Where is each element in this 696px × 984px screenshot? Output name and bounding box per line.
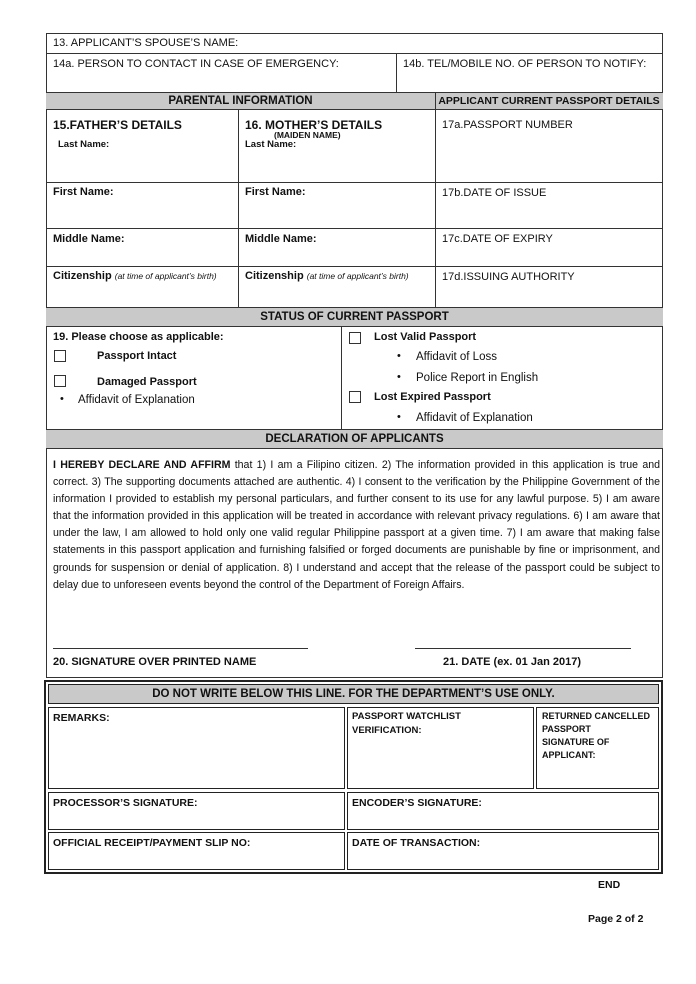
- mother-maiden-name-note: (MAIDEN NAME): [274, 130, 341, 140]
- affidavit-of-loss-label: Affidavit of Loss: [416, 351, 497, 363]
- signature-line[interactable]: [53, 648, 308, 649]
- end-marker: END: [598, 879, 621, 891]
- father-first-name-label: First Name:: [53, 186, 114, 198]
- date-label: 21. DATE (ex. 01 Jan 2017): [443, 656, 581, 668]
- passport-expiry-date-label: 17c.DATE OF EXPIRY: [442, 233, 553, 245]
- parental-info-header: PARENTAL INFORMATION: [46, 92, 435, 110]
- encoder-signature-label: ENCODER’S SIGNATURE:: [352, 797, 482, 809]
- father-last-name-label: Last Name:: [58, 139, 110, 150]
- passport-issuing-authority-label: 17d.ISSUING AUTHORITY: [442, 271, 575, 283]
- returned-label-3: SIGNATURE OF: [542, 737, 610, 747]
- passport-intact-label: Passport Intact: [97, 350, 177, 362]
- lost-expired-passport-checkbox[interactable]: [349, 391, 361, 403]
- passport-status-header: STATUS OF CURRENT PASSPORT: [46, 307, 663, 327]
- date-line[interactable]: [415, 648, 631, 649]
- transaction-date-label: DATE OF TRANSACTION:: [352, 837, 481, 849]
- spouse-name-label: 13. APPLICANT’S SPOUSE’S NAME:: [53, 37, 239, 49]
- bullet-icon: •: [397, 411, 401, 423]
- watchlist-label-1: PASSPORT WATCHLIST: [352, 711, 461, 722]
- father-middle-name-label: Middle Name:: [53, 233, 125, 245]
- status-prompt: 19. Please choose as applicable:: [53, 331, 224, 343]
- damaged-passport-label: Damaged Passport: [97, 376, 197, 388]
- passport-intact-checkbox[interactable]: [54, 350, 66, 362]
- returned-label-1: RETURNED CANCELLED: [542, 711, 650, 721]
- receipt-label: OFFICIAL RECEIPT/PAYMENT SLIP NO:: [53, 837, 251, 849]
- father-citizenship-label: Citizenship (at time of applicant’s birth): [53, 270, 217, 282]
- lost-valid-passport-label: Lost Valid Passport: [374, 331, 477, 343]
- department-use-header: DO NOT WRITE BELOW THIS LINE. FOR THE DEPARTMENT’S USE ONLY.: [48, 684, 659, 704]
- lost-expired-affidavit-label: Affidavit of Explanation: [416, 412, 533, 424]
- declaration-header: DECLARATION OF APPLICANTS: [46, 429, 663, 449]
- mother-first-name-label: First Name:: [245, 186, 306, 198]
- father-details-title: 15.FATHER’S DETAILS: [53, 118, 182, 132]
- bullet-icon: •: [397, 350, 401, 362]
- returned-label-4: APPLICANT:: [542, 750, 596, 760]
- bullet-icon: •: [397, 371, 401, 383]
- mother-middle-name-label: Middle Name:: [245, 233, 317, 245]
- page-number: Page 2 of 2: [588, 913, 644, 925]
- returned-label-2: PASSPORT: [542, 724, 591, 734]
- police-report-label: Police Report in English: [416, 372, 539, 384]
- passport-number-label: 17a.PASSPORT NUMBER: [442, 119, 573, 131]
- lost-expired-passport-label: Lost Expired Passport: [374, 391, 491, 403]
- passport-details-header: APPLICANT CURRENT PASSPORT DETAILS: [435, 92, 663, 110]
- damaged-passport-checkbox[interactable]: [54, 375, 66, 387]
- mother-citizenship-label: Citizenship (at time of applicant’s birth): [245, 270, 409, 282]
- passport-issue-date-label: 17b.DATE OF ISSUE: [442, 187, 547, 199]
- bullet-icon: •: [60, 393, 64, 405]
- lost-valid-passport-checkbox[interactable]: [349, 332, 361, 344]
- processor-signature-label: PROCESSOR’S SIGNATURE:: [53, 797, 198, 809]
- remarks-label: REMARKS:: [53, 712, 110, 724]
- mother-last-name-label: Last Name:: [245, 139, 297, 150]
- emergency-tel-label: 14b. TEL/MOBILE NO. OF PERSON TO NOTIFY:: [403, 58, 647, 70]
- signature-label: 20. SIGNATURE OVER PRINTED NAME: [53, 656, 257, 668]
- declaration-text: I HEREBY DECLARE AND AFFIRM that 1) I am a Filipino citizen. 2) The information provided in this application is true and correct. 3) The supporting documents attached are authentic. 4) I consent to the verification by the Philippine Government of the information I provided to establish my personal particulars, and further consent to its use for any lawful purpose. 5) I am aware that the information provided in this application will be treated in accordance with relevant privacy regulations. 6) I am aware that under the law, I am allowed to hold only one valid regular Philippine passport at a given time. 7) I am aware that making false statements in this passport application and furnishing falsified or forged documents are punishable by fine or imprisonment, and grounds for suspension or denial of application. 8) I understand and accept that the release of the passport could be subject to delay due to unforeseen events beyond the control of the Department of Foreign Affairs.: [53, 459, 660, 591]
- damaged-affidavit-label: Affidavit of Explanation: [78, 394, 195, 406]
- mother-details-title: 16. MOTHER’S DETAILS: [245, 118, 383, 132]
- emergency-contact-label: 14a. PERSON TO CONTACT IN CASE OF EMERGENCY:: [53, 58, 339, 70]
- watchlist-label-2: VERIFICATION:: [352, 725, 422, 736]
